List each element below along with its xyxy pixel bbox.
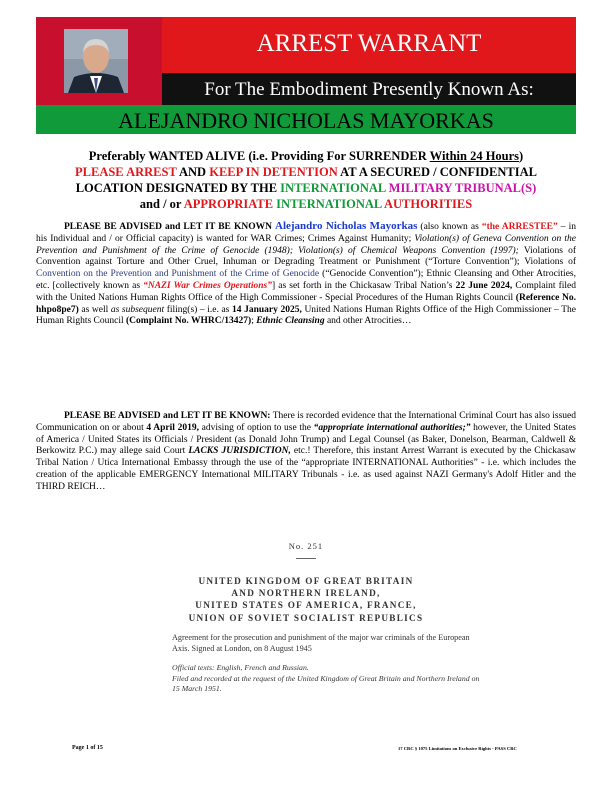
- geneva-violations: Violation(s) of Geneva Convention on the Prevention and Punishment of the Crime of Genocide (1948); Violation(s) of Chemical Weapons Convention (1997);: [36, 233, 577, 256]
- filing-date: 14 January 2025,: [231, 304, 302, 315]
- treaty-number: No. 251: [288, 541, 324, 551]
- heading-text: AND: [176, 165, 210, 179]
- body-text: Complaint filed with the United Nations Human Rights Office of the High Commissioner - Special Procedures of the Human Rights Council: [36, 280, 576, 303]
- subsequent-label: as subsequent: [110, 304, 165, 315]
- heading-red-text: AUTHORITIES: [383, 197, 473, 211]
- heading-text: AT A SECURED / CONFIDENTIAL: [337, 165, 537, 179]
- heading-green-text: INTERNATIONAL: [276, 197, 384, 211]
- heading-red-text: PLEASE ARREST: [75, 165, 177, 179]
- body-text: (also known as: [417, 222, 482, 232]
- heading-red-text: APPROPRIATE: [183, 197, 277, 211]
- nazi-operations-label: “NAZI War Crimes Operations”: [143, 280, 272, 291]
- heading-red-text: KEEP IN DETENTION: [209, 165, 338, 179]
- heading-line-1: [44, 148, 568, 164]
- heading-line-4: [44, 196, 568, 212]
- arrestee-label: “the ARRESTEE”: [481, 222, 558, 232]
- treaty-official-texts: Official texts: English, French and Russian.: [172, 663, 309, 672]
- lacks-jurisdiction: LACKS JURISDICTION,: [188, 446, 291, 457]
- heading-underline: Within 24 Hours: [429, 149, 520, 163]
- treaty-filed-note: Filed and recorded at the request of the United Kingdom of Great Britain and Northern Ireland on 15 March 1951.: [172, 674, 480, 693]
- body-text: and other Atrocities…: [324, 316, 412, 327]
- paragraph-1: [36, 221, 576, 328]
- body-text: There is recorded evidence that the International Criminal Court has also issued Communication on or about: [36, 411, 576, 433]
- body-text: ] as set forth in the Chickasaw Tribal Nation’s: [271, 280, 456, 291]
- heading-text: ): [519, 149, 524, 163]
- paragraph-2: [36, 411, 576, 494]
- warrant-subtitle: For The Embodiment Presently Known As:: [204, 79, 534, 100]
- subject-name-inline: Alejandro Nicholas Mayorkas: [275, 220, 418, 232]
- heading-text: LOCATION DESIGNATED BY THE: [75, 181, 281, 195]
- body-text: etc.! Therefore, this instant Arrest Warrant is executed by the Chickasaw Tribal Nation / Utica International Embassy through the use of the “appropriate INTERNATIONAL Authorities” - i.e. which includes the creation of the applicable EMERGENCY International MILITARY Tribunals - i.e. as used against NAZI Germany's Adolf Hitler and the THIRD REICH…: [36, 446, 576, 492]
- heading-line-2: [44, 164, 568, 180]
- treaty-title: [0, 575, 612, 624]
- page-number: Page 1 of 15: [72, 745, 103, 751]
- treaty-title-line: UNITED STATES OF AMERICA, FRANCE,: [195, 600, 417, 611]
- warrant-banner: [36, 17, 576, 134]
- treaty-title-line: UNION OF SOVIET SOCIALIST REPUBLICS: [188, 612, 424, 623]
- complaint-date: 22 June 2024,: [455, 280, 513, 291]
- advisory-lead: PLEASE BE ADVISED and LET IT BE KNOWN: [64, 222, 276, 232]
- body-text: however, the United States of America / United States its Officials / President (as Donald John Trump) and Legal Counsel (as Baker, Donelson, Bearman, Caldwell & Berkowitz P.C.) may allege said Court: [36, 422, 576, 457]
- heading-green-text: INTERNATIONAL: [280, 181, 389, 195]
- body-text: filing(s) – i.e. as: [164, 304, 232, 315]
- treaty-title-line: AND NORTHERN IRELAND,: [231, 588, 381, 599]
- ethnic-cleansing: Ethnic Cleansing: [256, 316, 325, 327]
- body-text: as well: [78, 304, 111, 315]
- heading-text: Preferably WANTED ALIVE (i.e. Providing For SURRENDER: [88, 149, 430, 163]
- body-text: Violations of Convention against Torture and Other Cruel, Inhuman or Degrading Treatment or Punishment (“Torture Convention”); Violations of: [36, 245, 576, 268]
- heading-magenta-text: MILITARY TRIBUNAL(S): [388, 181, 537, 195]
- advisory-lead: PLEASE BE ADVISED and LET IT BE KNOWN:: [64, 411, 271, 421]
- genocide-convention: Convention on the Prevention and Punishment of the Crime of Genocide: [36, 269, 320, 280]
- portrait-photo: [64, 29, 128, 93]
- footer-citation: 17 CRC § 1075 Limitations on Exclusive Rights - PASS CRC: [398, 746, 517, 751]
- subject-name: ALEJANDRO NICHOLAS MAYORKAS: [118, 108, 494, 133]
- treaty-title-line: UNITED KINGDOM OF GREAT BRITAIN: [198, 576, 414, 586]
- body-text: – in his Individual and / or Official capacity) is wanted for WAR Crimes; Crimes Against Humanity;: [36, 222, 577, 244]
- icc-date: 4 April 2019,: [146, 422, 199, 433]
- treaty-divider: [296, 558, 316, 559]
- body-text: advising of option to use the: [198, 422, 314, 433]
- heading-text: and / or: [139, 197, 184, 211]
- complaint-number: (Complaint No. WHRC/13427): [126, 316, 252, 327]
- treaty-agreement: Agreement for the prosecution and punishment of the major war criminals of the European Axis. Signed at London, on 8 August 1945: [172, 633, 470, 653]
- reference-number: (Reference No. hhpo8pe7): [36, 292, 576, 315]
- body-text: United Nations Human Rights Office of the High Commissioner – The Human Rights Council: [36, 304, 576, 327]
- heading-line-3: [44, 180, 568, 196]
- body-text: ;: [251, 316, 257, 327]
- appropriate-authorities: “appropriate international authorities;”: [313, 422, 471, 433]
- body-text: (“Genocide Convention”); Ethnic Cleansing and Other Atrocities, etc. [collectively known as: [36, 269, 576, 291]
- warrant-title: ARREST WARRANT: [256, 30, 482, 57]
